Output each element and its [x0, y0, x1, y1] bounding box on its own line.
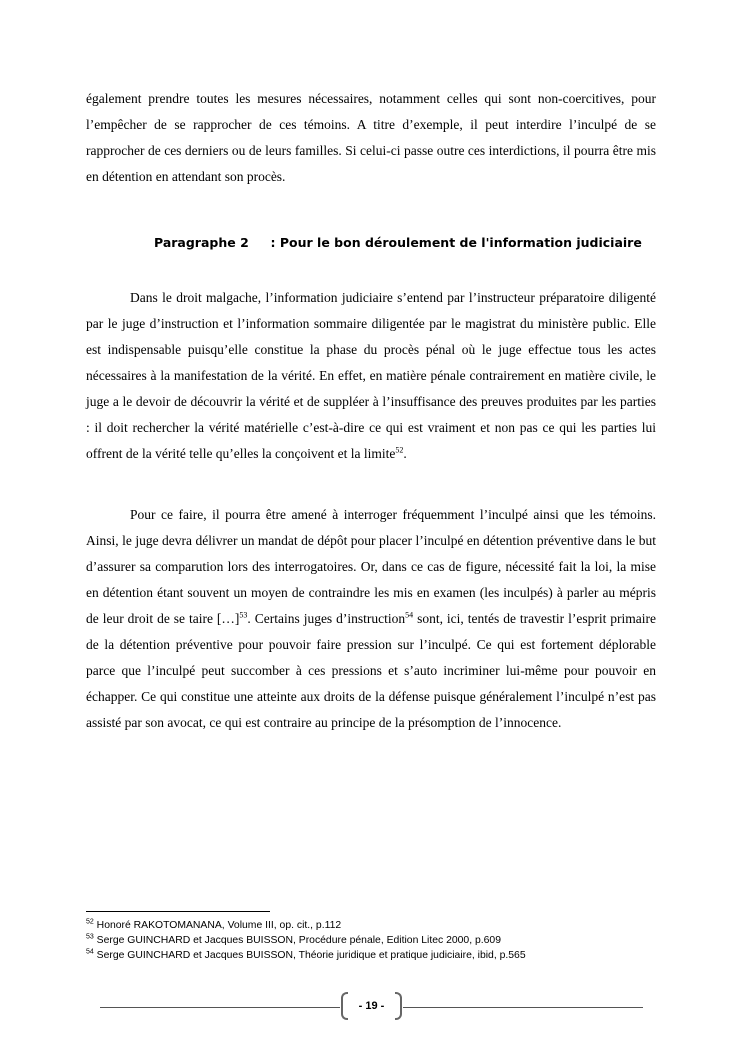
footnote-52	[86, 918, 341, 933]
footnote-text: Serge GUINCHARD et Jacques BUISSON, Théorie juridique et pratique judiciaire, ibid, p.565	[93, 950, 526, 961]
footnote-53	[86, 933, 501, 948]
footnote-number: 53	[86, 933, 94, 941]
footer-bracket-right	[395, 992, 402, 1020]
page-number: - 19 -	[358, 1000, 385, 1012]
footnote-separator	[86, 911, 270, 912]
footnote-number: 54	[86, 948, 94, 956]
paragraph-2	[86, 502, 656, 736]
footer-rule-left	[100, 1007, 340, 1008]
footnote-text: Serge GUINCHARD et Jacques BUISSON, Procédure pénale, Edition Litec 2000, p.609	[93, 935, 501, 946]
footnote-text: Honoré RAKOTOMANANA, Volume III, op. cit., p.112	[93, 920, 342, 931]
footnote-54	[86, 948, 526, 963]
paragraph-2-text-b: . Certains juges d’instruction	[247, 611, 406, 626]
paragraph-1	[86, 285, 656, 467]
footnote-ref-52: 52	[395, 445, 404, 455]
footnote-ref-53: 53	[239, 610, 248, 620]
paragraph-intro: également prendre toutes les mesures nécessaires, notamment celles qui sont non-coercitives, pour l’empêcher de se rapprocher de ces témoins. A titre d’exemple, il peut interdire l’inculpé de se rapprocher de ces derniers ou de leurs familles. Si celui-ci passe outre ces interdictions, il pourra être mis en détention en attendant son procès.	[86, 91, 656, 184]
footer-bracket-left	[341, 992, 348, 1020]
paragraph-1-text: Dans le droit malgache, l’information judiciaire s’entend par l’instructeur préparatoire diligenté par le juge d’instruction et l’information sommaire diligentée par le magistrat du ministère public. Elle est indispensable puisqu’elle constitue la phase du procès pénal où le juge effectue tous les actes nécessaires à la manifestation de la vérité. En effet, en matière pénale contrairement en matière civile, le juge a le devoir de découvrir la vérité et de suppléer à l’insuffisance des preuves produites par les parties : il doit rechercher la vérité matérielle c’est-à-dire ce qui est vraiment et non pas ce qui les parties lui offrent de la vérité telle qu’elles la conçoivent et la limite	[86, 290, 656, 461]
section-heading: Paragraphe 2 : Pour le bon déroulement de l'information judiciaire	[154, 235, 642, 250]
footer-rule-right	[403, 1007, 643, 1008]
paragraph-1-end: .	[403, 446, 407, 461]
footnote-ref-54: 54	[405, 610, 414, 620]
paragraph-2-text-c: sont, ici, tentés de travestir l’esprit primaire de la détention préventive pour pouvoir faire pression sur l’inculpé. Ce qui est fortement déplorable parce que l’inculpé peut succomber à ces pressions et s’auto incriminer lui-même pour pouvoir en échapper. Ce qui constitue une atteinte aux droits de la défense puisque généralement l’inculpé n’est pas assisté par son avocat, ce qui est contraire au principe de la présomption de l’innocence.	[86, 611, 656, 730]
footnote-number: 52	[86, 918, 94, 926]
paragraph-2-text-a: Pour ce faire, il pourra être amené à interroger fréquemment l’inculpé ainsi que les témoins. Ainsi, le juge devra délivrer un mandat de dépôt pour placer l’inculpé en détention préventive dans le but d’assurer sa comparution lors des interrogatoires. Or, dans ce cas de figure, nécessité fait la loi, la mise en détention étant souvent un moyen de contraindre les mis en examen (les inculpés) à parler au mépris de leur droit de se taire […]	[86, 507, 656, 626]
